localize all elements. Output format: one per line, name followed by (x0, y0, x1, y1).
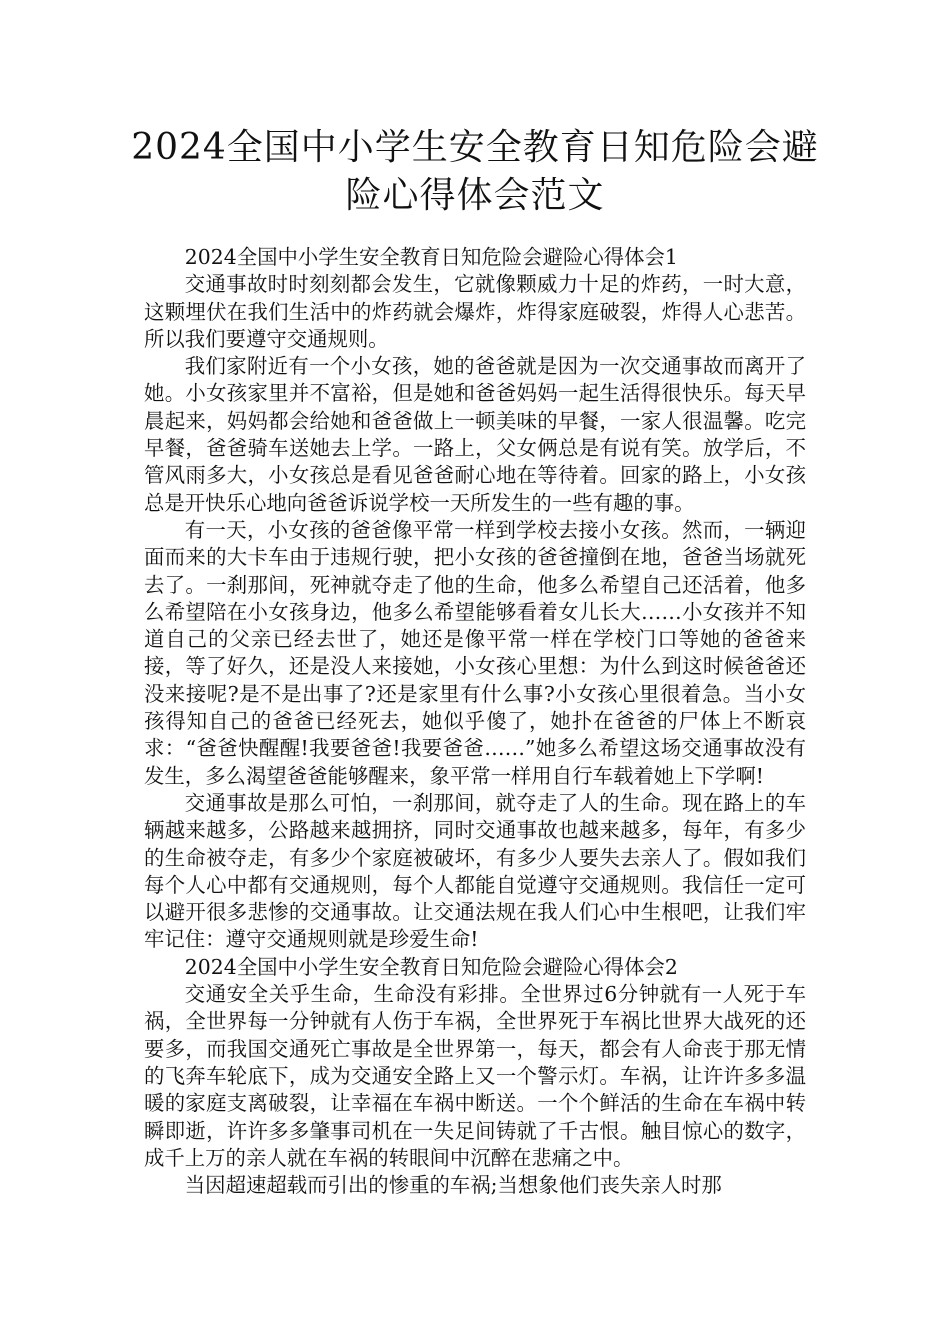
paragraph: 当因超速超载而引出的惨重的车祸;当想象他们丧失亲人时那 (184, 1173, 722, 1198)
paragraph: 交通事故时时刻刻都会发生，它就像颗威力十足的炸药，一时大意，这颗埋伏在我们生活中的炸药就会爆炸，炸得家庭破裂，炸得人心悲苦。所以我们要遵守交通规则。 (144, 272, 806, 351)
paragraph: 我们家附近有一个小女孩，她的爸爸就是因为一次交通事故而离开了她。小女孩家里并不富裕，但是她和爸爸妈妈一起生活得很快乐。每天早晨起来，妈妈都会给她和爸爸做上一顿美味的早餐，一家人很温馨。吃完早餐，爸爸骑车送她去上学。一路上，父女俩总是有说有笑。放学后，不管风雨多大，小女孩总是看见爸爸耐心地在等待着。回家的路上，小女孩总是开快乐心地向爸爸诉说学校一天所发生的一些有趣的事。 (144, 354, 806, 515)
section-heading-1: 2024全国中小学生安全教育日知危险会避险心得体会1 (184, 245, 678, 269)
document-body (144, 244, 806, 1199)
paragraph: 有一天，小女孩的爸爸像平常一样到学校去接小女孩。然而，一辆迎面而来的大卡车由于违规行驶，把小女孩的爸爸撞倒在地，爸爸当场就死去了。一刹那间，死神就夺走了他的生命，他多么希望自己还活着，他多么希望陪在小女孩身边，他多么希望能够看着女儿长大……小女孩并不知道自己的父亲已经去世了，她还是像平常一样在学校门口等她的爸爸来接，等了好久，还是没人来接她，小女孩心里想：为什么到这时候爸爸还没来接呢?是不是出事了?还是家里有什么事?小女孩心里很着急。当小女孩得知自己的爸爸已经死去，她似乎傻了，她扑在爸爸的尸体上不断哀求：“爸爸快醒醒!我要爸爸!我要爸爸……”她多么希望这场交通事故没有发生，多么渴望爸爸能够醒来，象平常一样用自行车载着她上下学啊! (144, 517, 806, 788)
section-heading-2: 2024全国中小学生安全教育日知危险会避险心得体会2 (184, 954, 678, 979)
paragraph: 交通安全关乎生命，生命没有彩排。全世界过6分钟就有一人死于车祸，全世界每一分钟就有人伤于车祸，全世界死于车祸比世界大战死的还要多，而我国交通死亡事故是全世界第一，每天，都会有人命丧于那无情的飞奔车轮底下，成为交通安全路上又一个警示灯。车祸，让许许多多温暖的家庭支离破裂，让幸福在车祸中断送。一个个鲜活的生命在车祸中转瞬即逝，许许多多肇事司机在一失足间铸就了千古恨。触目惊心的数字，成千上万的亲人就在车祸的转眼间中沉醉在悲痛之中。 (144, 982, 806, 1170)
document-title: 2024全国中小学生安全教育日知危险会避险心得体会范文 (131, 127, 819, 216)
paragraph: 交通事故是那么可怕，一刹那间，就夺走了人的生命。现在路上的车辆越来越多，公路越来越拥挤，同时交通事故也越来越多，每年，有多少的生命被夺走，有多少个家庭被破坏，有多少人要失去亲人了。假如我们每个人心中都有交通规则，每个人都能自觉遵守交通规则。我信任一定可以避开很多悲惨的交通事故。让交通法规在我人们心中生根吧，让我们牢牢记住：遵守交通规则就是珍爱生命! (144, 790, 806, 952)
